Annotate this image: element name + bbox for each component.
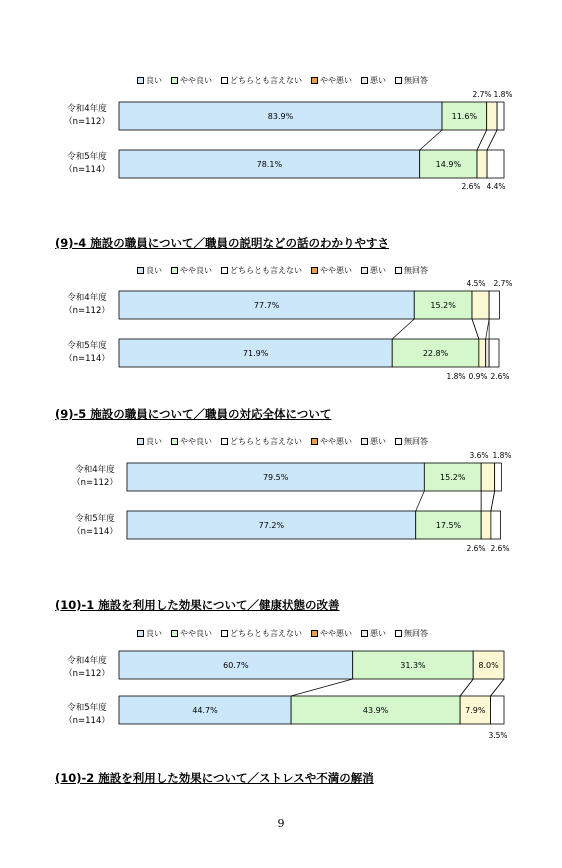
row-label-n: （n=114） <box>64 354 110 364</box>
row-label-n: （n=114） <box>72 527 118 537</box>
section-heading: (9)-5 施設の職員について／職員の対応全体について <box>55 407 332 421</box>
data-label: 15.2% <box>440 473 466 482</box>
row-label-year: 令和4年度 <box>67 293 107 303</box>
data-label: 0.9% <box>468 372 488 381</box>
data-label: 2.6% <box>466 544 486 553</box>
legend-label: 無回答 <box>404 436 428 446</box>
data-label: 11.6% <box>451 112 478 121</box>
legend-label: やや悪い <box>320 75 352 85</box>
data-label: 31.3% <box>400 661 426 670</box>
data-label: 4.5% <box>466 279 486 288</box>
row-label-year: 令和4年度 <box>67 656 107 666</box>
data-label: 78.1% <box>256 160 283 169</box>
row-label-n: （n=112） <box>64 117 110 127</box>
connector-line <box>291 679 353 696</box>
connector-line <box>460 679 473 696</box>
legend-label: どちらとも言えない <box>230 75 302 85</box>
data-label: 2.6% <box>490 544 510 553</box>
legend-label: 無回答 <box>404 265 428 275</box>
data-label: 3.6% <box>469 451 489 460</box>
row-label-year: 令和5年度 <box>75 514 115 524</box>
data-label: 77.7% <box>253 301 280 310</box>
legend-label: やや良い <box>180 265 212 275</box>
connector-line <box>491 679 504 696</box>
legend-label: 良い <box>146 75 162 85</box>
data-label: 60.7% <box>223 661 249 670</box>
legend-label: やや悪い <box>320 265 352 275</box>
data-label: 22.8% <box>422 349 449 358</box>
data-label: 1.8% <box>493 90 513 99</box>
legend-label: 悪い <box>370 265 386 275</box>
legend-label: 無回答 <box>404 75 428 85</box>
data-label: 7.9% <box>465 706 486 715</box>
legend-label: 無回答 <box>404 628 428 638</box>
legend-label: 悪い <box>370 75 386 85</box>
legend-label: やや良い <box>180 628 212 638</box>
data-label: 77.2% <box>258 521 285 530</box>
data-label: 15.2% <box>430 301 456 310</box>
row-label-year: 令和4年度 <box>67 104 107 114</box>
legend-label: どちらとも言えない <box>230 436 302 446</box>
data-label: 43.9% <box>362 706 389 715</box>
data-label: 1.8% <box>446 372 466 381</box>
legend-label: 悪い <box>370 436 386 446</box>
data-label: 8.0% <box>478 661 499 670</box>
section-heading: (10)-2 施設を利用した効果について／ストレスや不満の解消 <box>55 771 374 785</box>
data-label: 14.9% <box>435 160 462 169</box>
legend-label: どちらとも言えない <box>230 628 302 638</box>
data-label: 2.6% <box>461 182 481 191</box>
data-label: 2.7% <box>493 279 513 288</box>
data-label: 83.9% <box>267 112 294 121</box>
legend-label: やや悪い <box>320 628 352 638</box>
bar-segment <box>491 696 504 724</box>
legend-label: 良い <box>146 265 162 275</box>
data-label: 79.5% <box>262 473 289 482</box>
legend-label: どちらとも言えない <box>230 265 302 275</box>
row-label-n: （n=114） <box>64 716 110 726</box>
row-label-year: 令和5年度 <box>67 152 107 162</box>
row-label-year: 令和5年度 <box>67 703 107 713</box>
legend-label: やや良い <box>180 75 212 85</box>
data-label: 17.5% <box>435 521 462 530</box>
row-label-year: 令和4年度 <box>75 465 115 475</box>
legend-label: 良い <box>146 436 162 446</box>
section-heading: (9)-4 施設の職員について／職員の説明などの話のわかりやすさ <box>55 236 390 250</box>
legend-label: やや悪い <box>320 436 352 446</box>
page-number: 9 <box>277 817 285 830</box>
section-heading: (10)-1 施設を利用した効果について／健康状態の改善 <box>55 598 340 612</box>
row-label-n: （n=114） <box>64 165 110 175</box>
data-label: 3.5% <box>488 731 508 740</box>
data-label: 2.6% <box>490 372 510 381</box>
data-label: 1.8% <box>492 451 512 460</box>
data-label: 4.4% <box>486 182 506 191</box>
legend-label: 悪い <box>370 628 386 638</box>
row-label-n: （n=112） <box>64 669 110 679</box>
row-label-n: （n=112） <box>72 478 118 488</box>
row-label-year: 令和5年度 <box>67 341 107 351</box>
data-label: 2.7% <box>472 90 492 99</box>
legend-label: やや良い <box>180 436 212 446</box>
row-label-n: （n=112） <box>64 306 110 316</box>
data-label: 44.7% <box>192 706 218 715</box>
legend-label: 良い <box>146 628 162 638</box>
data-label: 71.9% <box>242 349 269 358</box>
